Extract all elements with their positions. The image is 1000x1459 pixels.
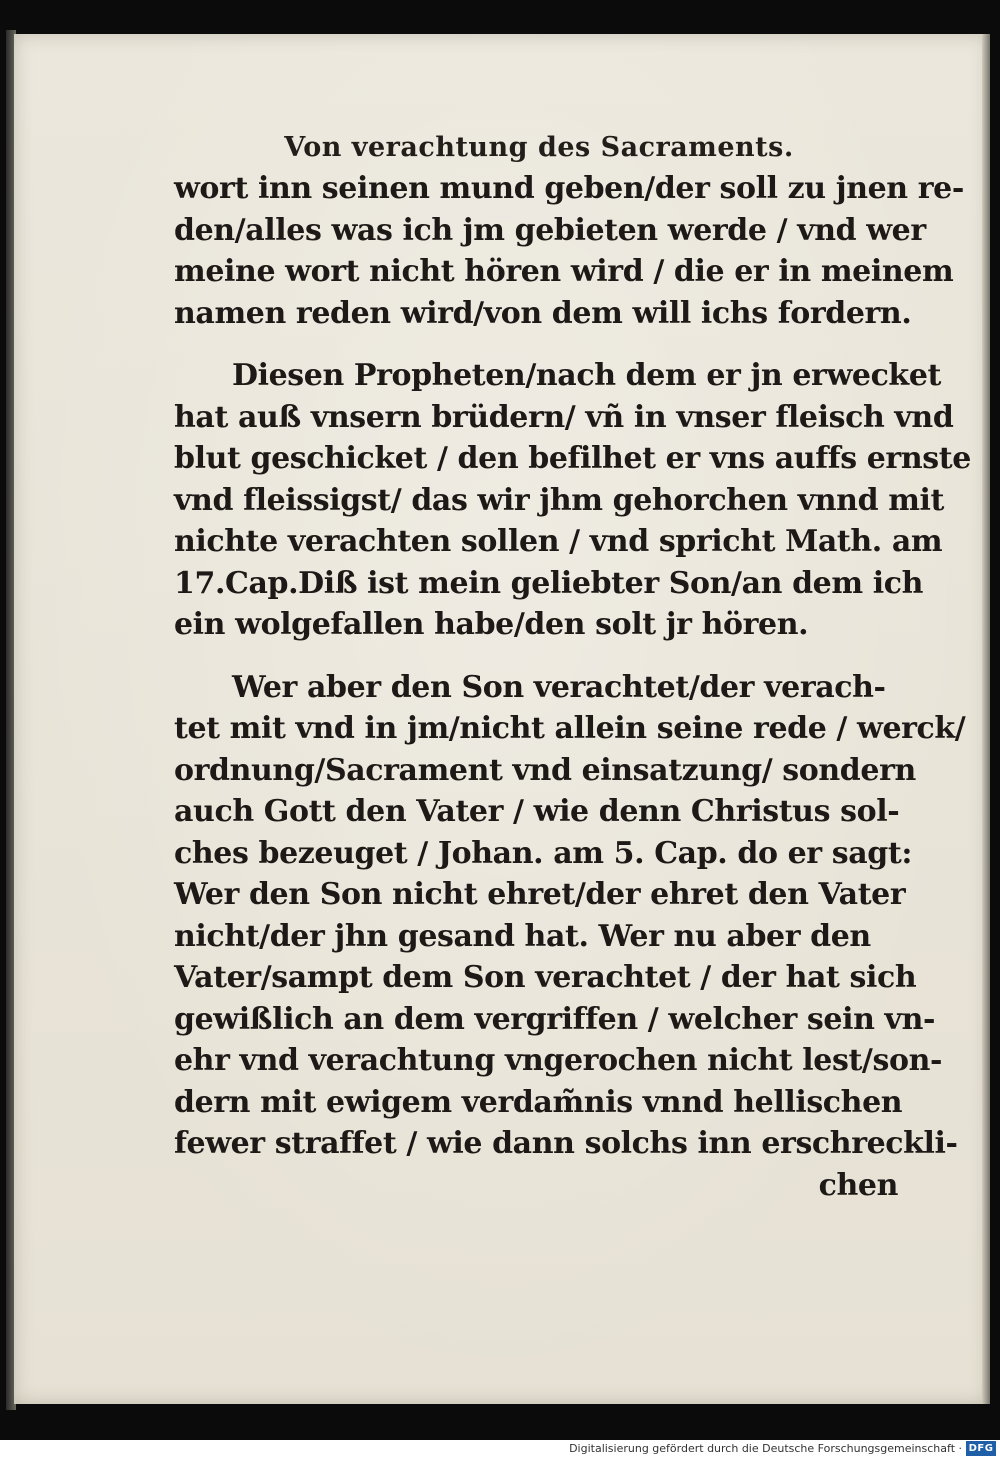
digitization-credit: Digitalisierung gefördert durch die Deutsche Forschungsgemeinschaft · xyxy=(569,1442,962,1455)
text-line: hat auß vnsern brüdern/ vñ in vnser fleisch vnd xyxy=(174,399,954,435)
text-line: meine wort nicht hören wird / die er in meinem xyxy=(174,254,954,289)
text-line: Wer den Son nicht ehret/der ehret den Vater xyxy=(174,877,906,912)
text-line: wort inn seinen mund geben/der soll zu jnen re- xyxy=(174,171,964,206)
text-line: 17.Cap.Diß ist mein geliebter Son/an dem ich xyxy=(174,565,924,601)
paragraph-3 xyxy=(174,667,966,1207)
text-line: nichte verachten sollen / vnd spricht Math. am xyxy=(174,524,943,559)
text-line: tet mit vnd in jm/nicht allein seine rede / werck/ xyxy=(174,711,966,746)
text-line: namen reden wird/von dem will ichs fordern. xyxy=(174,295,912,331)
text-line: den/alles was ich jm gebieten werde / vnd wer xyxy=(174,212,926,248)
text-line: auch Gott den Vater / wie denn Christus sol- xyxy=(174,794,900,829)
text-line: nicht/der jhn gesand hat. Wer nu aber den xyxy=(174,918,871,954)
text-line: ordnung/Sacrament vnd einsatzung/ sondern xyxy=(174,752,916,788)
text-line: ehr vnd verachtung vngerochen nicht lest/son- xyxy=(174,1043,943,1078)
paragraph-2 xyxy=(174,355,971,646)
page-text-block xyxy=(174,128,971,1206)
text-line: Wer aber den Son verachtet/der verach- xyxy=(232,669,886,705)
text-line: fewer straffet / wie dann solchs inn erschreckli- xyxy=(174,1126,958,1161)
text-line: Vater/sampt dem Son verachtet / der hat sich xyxy=(174,960,917,995)
text-line: ein wolgefallen habe/den solt jr hören. xyxy=(174,607,809,642)
text-line: Diesen Propheten/nach dem er jn erwecket xyxy=(232,358,941,393)
running-head: Von verachtung des Sacraments. xyxy=(284,132,794,163)
text-line: blut geschicket / den befilhet er vns auffs ernste xyxy=(174,441,971,476)
text-line: gewißlich an dem vergriffen / welcher sein vn- xyxy=(174,1001,936,1037)
dfg-logo-icon: DFG xyxy=(966,1441,996,1456)
text-line: vnd fleissigst/ das wir jhm gehorchen vnnd mit xyxy=(174,482,945,518)
text-line: ches bezeuget / Johan. am 5. Cap. do er sagt: xyxy=(174,835,912,871)
paragraph-1 xyxy=(174,168,964,334)
catchword: chen xyxy=(818,1167,898,1203)
text-line: dern mit ewigem verdam̃nis vnnd hellischen xyxy=(174,1084,903,1120)
page-edge xyxy=(982,34,990,1404)
